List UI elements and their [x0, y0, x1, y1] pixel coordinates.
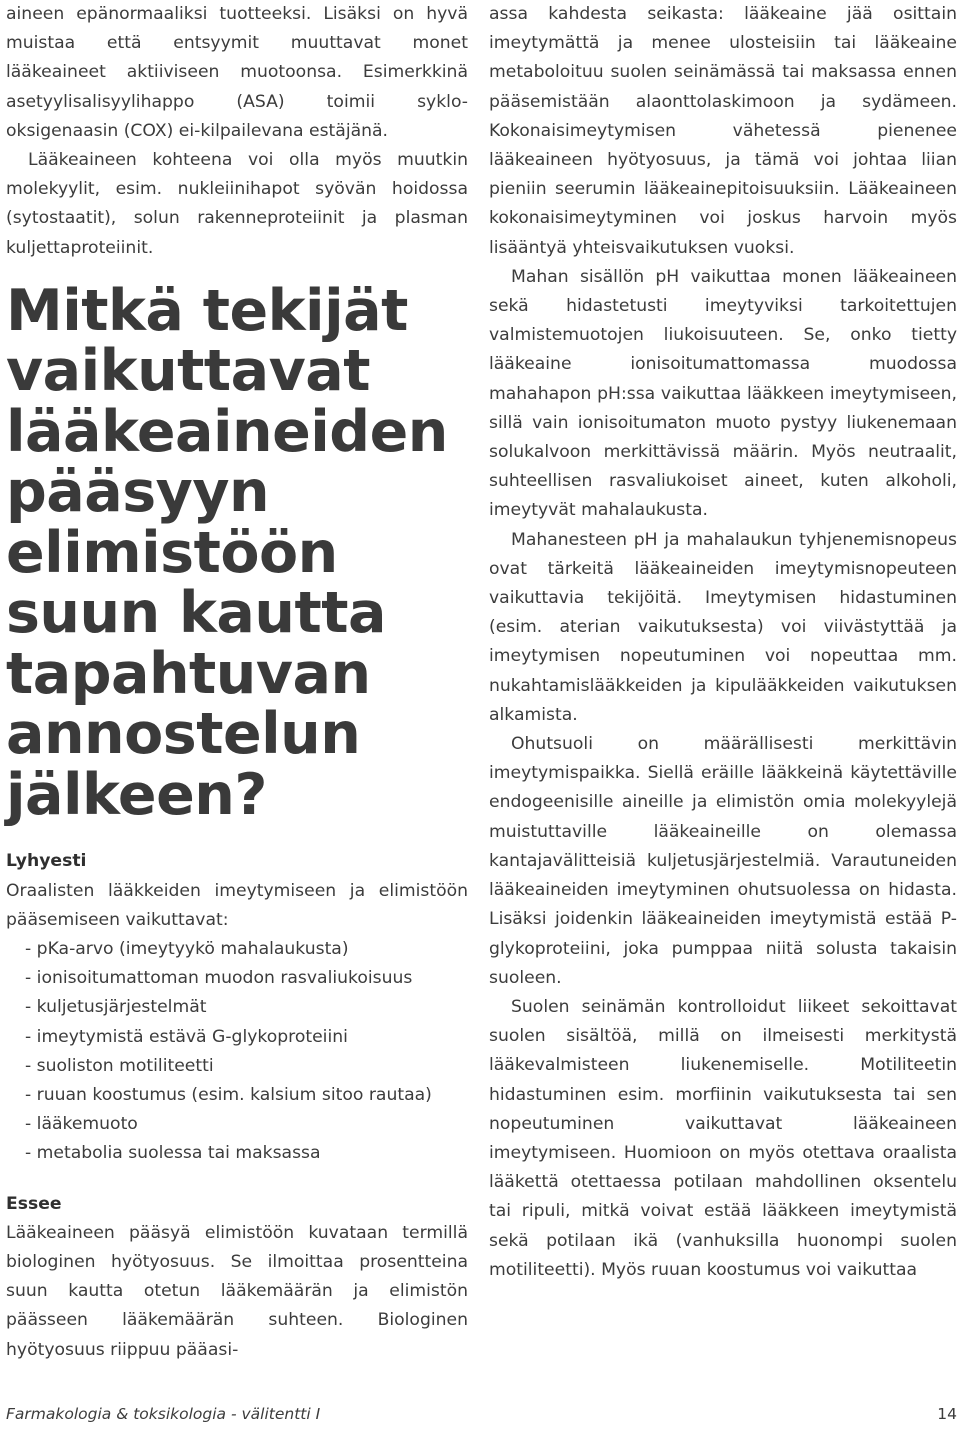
list-item: - ruuan koostumus (esim. kalsium sitoo rautaa) [25, 1084, 432, 1105]
summary-intro: Oraalisten lääkkeiden imeytymiseen ja elimistöön pääsemiseen vaikuttavat: [6, 880, 468, 930]
list-item: - pKa-arvo (imeytyykö mahalaukusta) [25, 938, 349, 959]
right-paragraph-5: Suolen seinämän kontrolloidut liikeet sekoittavat suolen sisältöä, millä on ilmeisesti merkitystä lääkevalmisteen liukenemiselle. Motiliteetin hidastuminen esim. morfiinin vaikutuksesta tai sen nopeutuminen vaikuttavat lääkeaineen imeytymiseen. Huomioon on myös otettava oraalista lääkettä otettaessa potilaan mahdollinen oksentelu tai ripuli, mitkä voivat estää lääkkeen imeytymistä sekä potilaan ikä (vanhuksilla huonompi suolen motiliteetti). Myös ruuan koostumus voi vaikuttaa [489, 996, 957, 1280]
right-column [489, 0, 957, 1285]
list-item: - ionisoitumattoman muodon rasvaliukoisuus [25, 968, 413, 989]
list-item: - kuljetusjärjestelmät [25, 997, 207, 1018]
right-paragraph-4: Ohutsuoli on määrällisesti merkittävin imeytymispaikka. Siellä eräille lääkkeinä käytettäville endogeenisille aineille ja elimistön omia molekyylejä muistuttaville lääkeaineille on olemassa kantajavälitteisiä kuljetusjärjestelmiä. Varautuneiden lääkeaineiden imeytyminen ohutsuolessa on hidasta. Lisäksi joidenkin lääkeaineiden imeytymistä estää P-glykoproteiini, joka pumppaa niitä solusta takaisin suoleen. [489, 734, 957, 988]
summary-heading: Lyhyesti [6, 851, 87, 872]
footer-title: Farmakologia & toksikologia - välitentti I [6, 1405, 321, 1423]
summary-box [6, 847, 468, 1168]
essay-text: Lääkeaineen pääsyä elimistöön kuvataan termillä biologinen hyötyosuus. Se ilmoittaa prosentteina suun kautta otetun lääkemäärän ja elimistön päässeen lääkemäärän suhteen. Biologinen hyötyosuus riippuu pääasi- [6, 1222, 468, 1360]
list-item: - metabolia suolessa tai maksassa [25, 1143, 321, 1164]
right-paragraph-3: Mahanesteen pH ja mahalaukun tyhjenemisnopeus ovat tärkeitä lääkeaineiden imeytymisnopeuteen vaikuttavia tekijöitä. Imeytymisen hidastuminen (esim. aterian vaikutuksesta) voi viivästyttää ja imeytymisen nopeutuminen voi nopeuttaa mm. nukahtamislääkkeiden ja kipulääkkeiden vaikutuksen alkamista. [489, 529, 957, 725]
section-headline: Mitkä tekijät vaikuttavat lääkeaineiden pääsyyn elimistöön suun kautta tapahtuvan annostelun jälkeen? [6, 277, 448, 828]
essay-heading: Essee [6, 1193, 62, 1214]
right-paragraph-1: assa kahdesta seikasta: lääkeaine jää osittain imeytymättä ja menee ulosteisiin tai lääkeaine metaboloituu suolen seinämässä tai maksassa ennen pääsemistään alaonttolaskimoon ja sydämeen. Kokonaisimeytymisen vähetessä pienenee lääkeaineen hyötyosuus, ja tämä voi johtaa liian pieniin seerumin lääkeainepitoisuuksiin. Lääkeaineen kokonaisimeytyminen voi joskus harvoin myös lisääntyä yhteisvaikutuksen vuoksi. [489, 4, 957, 258]
list-item: - suoliston motiliteetti [25, 1055, 214, 1076]
left-paragraph-2: Lääkeaineen kohteena voi olla myös muutkin molekyylit, esim. nukleiinihapot syövän hoidossa (sytostaatit), solun rakenneproteiinit ja plasman kuljettaproteiinit. [6, 150, 468, 258]
left-column [6, 0, 468, 1365]
list-item: - imeytymistä estävä G-glykoproteiini [25, 1026, 348, 1047]
right-paragraph-2: Mahan sisällön pH vaikuttaa monen lääkeaineen sekä hidastetusti imeytyviksi tarkoitettujen valmistemuotojen liukoisuuteen. Se, onko tietty lääkeaine ionisoitumattomassa muodossa mahahapon pH:ssa vaikuttaa lääkkeen imeytymiseen, sillä vain ionisoitumaton muoto pystyy liukenemaan solukalvoon merkittävissä määrin. Myös neutraalit, suhteellisen rasvaliukoiset aineet, kuten alkoholi, imeytyvät mahalaukusta. [489, 266, 957, 521]
essay-section [6, 1190, 468, 1365]
left-paragraph-1: aineen epänormaaliksi tuotteeksi. Lisäksi on hyvä muistaa että entsyymit muuttavat monet lääkeaineet aktiiviseen muotoonsa. Esimerkkinä asetyylisalisyylihappo (ASA) toimii syklo-oksigenaasin (COX) ei-kilpailevana estäjänä. [6, 4, 468, 141]
page-number: 14 [937, 1405, 957, 1423]
summary-list [6, 935, 468, 1169]
list-item: - lääkemuoto [25, 1114, 138, 1135]
